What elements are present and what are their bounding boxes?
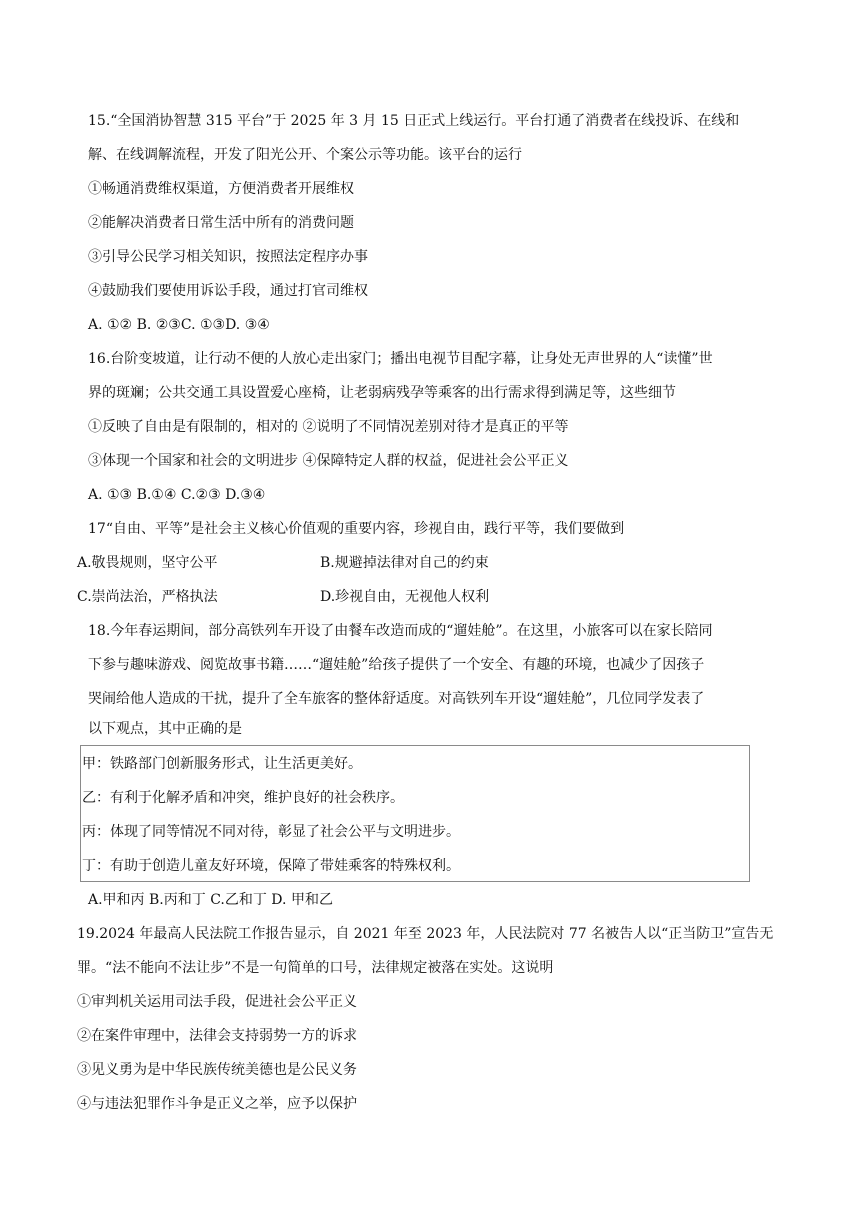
q18-stem-line1: 18.今年春运期间，部分高铁列车开设了由餐车改造而成的“遛娃舱”。在这里，小旅客可以在家长陪同 — [88, 623, 713, 639]
q18-choices: A.甲和丙 B.丙和丁 C.乙和丁 D. 甲和乙 — [88, 892, 333, 908]
q16-options-line2: ③体现一个国家和社会的文明进步 ④保障特定人群的权益，促进社会公平正义 — [88, 453, 569, 469]
q15-stem-line1: 15.“全国消协智慧 315 平台”于 2025 年 3 月 15 日正式上线运行。平台打通了消费者在线投诉、在线和 — [88, 113, 740, 129]
q19-stem-line2: 罪。“法不能向不法让步”不是一句简单的口号，法律规定被落在实处。这说明 — [77, 960, 554, 976]
q16-stem-line2: 界的斑斓；公共交通工具设置爱心座椅，让老弱病残孕等乘客的出行需求得到满足等，这些细节 — [88, 385, 676, 401]
q18-viewpoint-ding: 丁：有助于创造儿童友好环境，保障了带娃乘客的特殊权利。 — [82, 858, 460, 874]
q16-choices: A. ①③ B.①④ C.②③ D.③④ — [88, 487, 266, 503]
q15-option-4: ④鼓励我们要使用诉讼手段，通过打官司维权 — [88, 283, 368, 299]
q19-option-3: ③见义勇为是中华民族传统美德也是公民义务 — [77, 1062, 357, 1078]
q18-viewpoint-bing: 丙：体现了同等情况不同对待，彰显了社会公平与文明进步。 — [82, 824, 460, 840]
q18-stem-line2: 下参与趣味游戏、阅览故事书籍……“遛娃舱”给孩子提供了一个安全、有趣的环境，也减少了因孩子 — [88, 657, 705, 673]
q16-stem-line1: 16.台阶变坡道，让行动不便的人放心走出家门；播出电视节目配字幕，让身处无声世界的人“读懂”世 — [88, 351, 713, 367]
q17-option-b: B.规避掉法律对自己的约束 — [320, 555, 489, 571]
q15-choices: A. ①② B. ②③C. ①③D. ③④ — [88, 317, 270, 333]
q19-stem-line1: 19.2024 年最高人民法院工作报告显示，自 2021 年至 2023 年，人民法院对 77 名被告人以“正当防卫”宣告无 — [77, 926, 774, 942]
q18-stem-line4: 以下观点，其中正确的是 — [88, 721, 242, 737]
q15-option-1: ①畅通消费维权渠道，方便消费者开展维权 — [88, 181, 354, 197]
q19-option-2: ②在案件审理中，法律会支持弱势一方的诉求 — [77, 1028, 357, 1044]
q16-options-line1: ①反映了自由是有限制的，相对的 ②说明了不同情况差别对待才是真正的平等 — [88, 419, 569, 435]
q15-stem-line2: 解、在线调解流程，开发了阳光公开、个案公示等功能。该平台的运行 — [88, 147, 522, 163]
q18-viewpoint-jia: 甲：铁路部门创新服务形式，让生活更美好。 — [82, 756, 362, 772]
q19-option-1: ①审判机关运用司法手段，促进社会公平正义 — [77, 994, 357, 1010]
q15-option-2: ②能解决消费者日常生活中所有的消费问题 — [88, 215, 354, 231]
q17-stem: 17“自由、平等”是社会主义核心价值观的重要内容，珍视自由，践行平等，我们要做到 — [88, 521, 625, 537]
q17-option-d: D.珍视自由，无视他人权利 — [320, 589, 490, 605]
q15-option-3: ③引导公民学习相关知识，按照法定程序办事 — [88, 249, 368, 265]
q17-option-c: C.崇尚法治，严格执法 — [77, 589, 218, 605]
q18-viewpoint-yi: 乙：有利于化解矛盾和冲突，维护良好的社会秩序。 — [82, 790, 404, 806]
q18-stem-line3: 哭闹给他人造成的干扰，提升了全车旅客的整体舒适度。对高铁列车开设“遛娃舱”，几位同学发表了 — [88, 691, 705, 707]
q19-option-4: ④与违法犯罪作斗争是正义之举，应予以保护 — [77, 1096, 357, 1112]
q17-option-a: A.敬畏规则，坚守公平 — [77, 555, 218, 571]
